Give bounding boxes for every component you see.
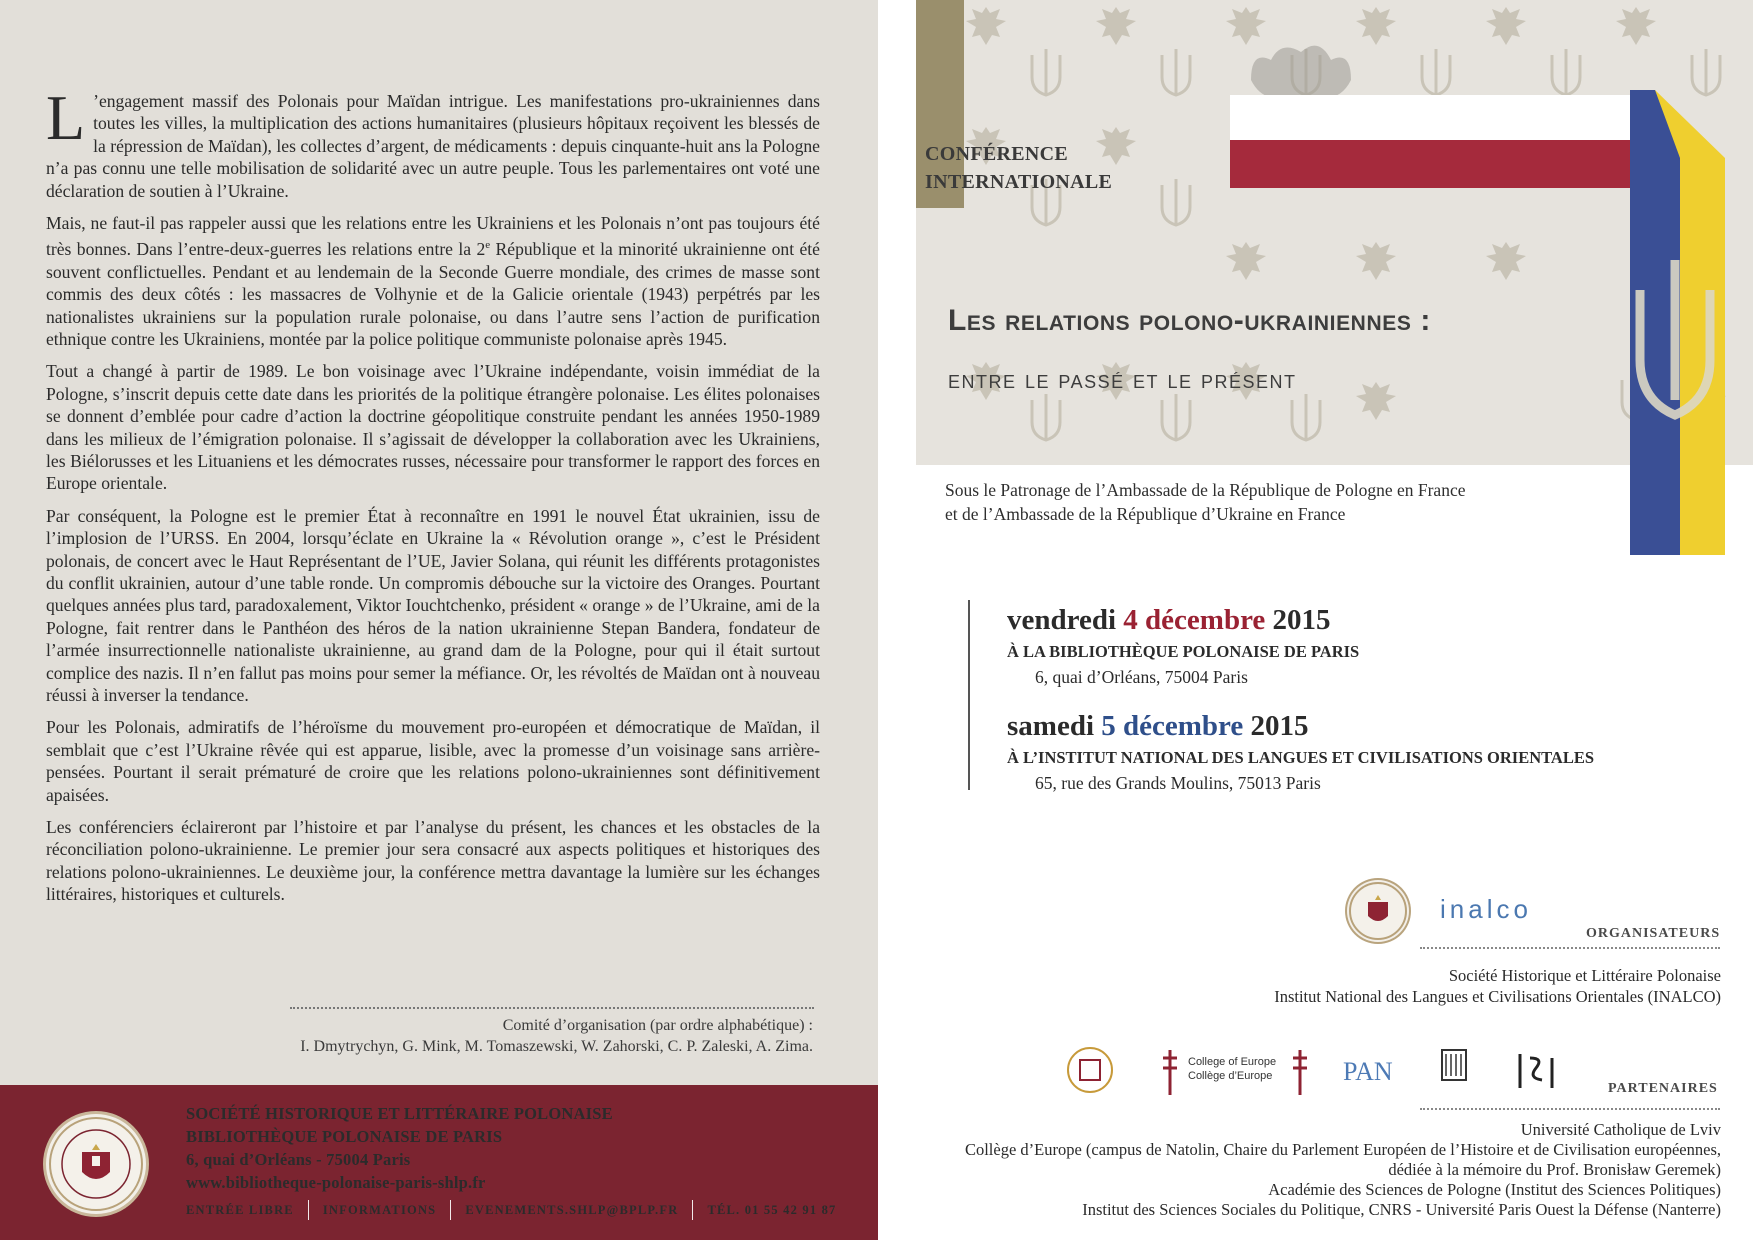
partners-divider [1420, 1108, 1720, 1110]
date-day1-address: 6, quai d’Orléans, 75004 Paris [1035, 667, 1248, 687]
patronage-text [945, 478, 1466, 526]
drop-cap: L [46, 82, 86, 153]
conference-subtitle: entre le passé et le présent [948, 366, 1297, 394]
inalco-logo: inalco [1440, 894, 1532, 924]
date-day1-venue: À LA BIBLIOTHÈQUE POLONAISE DE PARIS [1007, 642, 1360, 661]
conference-label-line1: CONFÉRENCE [925, 143, 1069, 165]
organiser-item: Société Historique et Littéraire Polonaise [1448, 966, 1721, 985]
conference-label [925, 140, 1112, 196]
patronage-line2: et de l’Ambassade de la République d’Ukraine en France [945, 504, 1346, 524]
partners-logos [1060, 1040, 1580, 1100]
footer-website-link[interactable]: www.bibliotheque-polonaise-paris-shlp.fr [186, 1173, 486, 1192]
footer-informations: INFORMATIONS [322, 1202, 437, 1217]
intro-paragraph-5: Pour les Polonais, admiratifs de l’héroïsme du mouvement pro-européen et démocratique de Maïdan, il semblait que c’est l’Ukraine rêvée qui est apparue, lisible, avec la promesse d’un voisinage sans arrière-pensées. Pourtant il serait prématuré de croire que les relations polono-ukrainiennes sont définitivement apaisées. [46, 717, 820, 805]
footer-links [186, 1200, 837, 1220]
society-seal-icon [46, 1114, 146, 1214]
intro-paragraph-6: Les conférenciers éclaireront par l’histoire et par l’analyse du présent, les chances et les obstacles de la réconciliation polono-ukrainienne. Le premier jour sera consacré aux aspects politiques et historiques des relations polono-ukrainiennes. Le deuxième jour, la conférence mettra davantage la lumière sur les échanges littéraires, historiques et culturels. [46, 817, 820, 905]
footer-address [186, 1102, 613, 1194]
isp-logo-icon [1520, 1054, 1552, 1088]
footer-street: 6, quai d’Orléans - 75004 Paris [186, 1150, 411, 1169]
dates-accent-bar [968, 600, 970, 790]
organisers-list [1274, 965, 1721, 1007]
society-seal-icon [1347, 880, 1409, 942]
committee-divider [290, 1007, 814, 1009]
partners-label: PARTENAIRES [1608, 1081, 1718, 1096]
date-day2-date: 5 décembre [1101, 710, 1244, 742]
footer-separator [450, 1200, 451, 1220]
coe-text-fr: Collège d’Europe [1188, 1070, 1273, 1082]
footer-separator [308, 1200, 309, 1220]
partner-item: Académie des Sciences de Pologne (Institut des Sciences Politiques) [1268, 1180, 1721, 1199]
conference-title: Les relations polono-ukrainiennes : [948, 304, 1431, 337]
partner-item: Collège d’Europe (campus de Natolin, Chaire du Parlement Européen de l’Histoire et de Civilisation européennes, dédiée à la mémoire du Prof. Bronisław Geremek) [964, 1140, 1721, 1179]
intro-paragraph-3: Tout a changé à partir de 1989. Le bon voisinage avec l’Ukraine indépendante, voisin immédiat de la Pologne, s’inscrit depuis cette date dans les priorités de la politique étrangère polonaise. Les élites polonaises se donnent d’emblée pour cadre d’action la doctrine géopolitique construite pendant les années 1950-1989 dans les milieux de l’émigration polonaise. Il s’agissait de développer la collaboration avec les Ukrainiens, les Biélorusses et les Lituaniens et les démocrates russes, nécessaire pour transformer le rapport des forces en Europe orientale. [46, 361, 820, 494]
footer-phone: TÉL. 01 55 42 91 87 [707, 1202, 837, 1217]
footer-library-name: BIBLIOTHÈQUE POLONAISE DE PARIS [186, 1127, 503, 1146]
lviv-university-logo-icon [1068, 1048, 1112, 1092]
date-day1-heading: vendredi 4 décembre 2015 [1007, 604, 1331, 636]
date-block-day2 [1007, 709, 1594, 795]
footer-email-link[interactable]: EVENEMENTS.SHLP@BPLP.FR [465, 1202, 679, 1217]
partner-item: Université Catholique de Lviv [1520, 1120, 1721, 1139]
conference-label-line2: INTERNATIONALE [925, 171, 1113, 193]
committee-label: Comité d’organisation (par ordre alphabétique) : [502, 1017, 813, 1034]
committee-names: I. Dmytrychyn, G. Mink, M. Tomaszewski, W. Zahorski, C. P. Zaleski, A. Zima. [300, 1038, 813, 1055]
patronage-line1: Sous le Patronage de l’Ambassade de la République de Pologne en France [945, 480, 1466, 500]
intro-paragraph-2: Mais, ne faut-il pas rappeler aussi que les relations entre les Ukrainiens et les Polonais n’ont pas toujours été très bonnes. Dans l’entre-deux-guerres les relations entre la 2e République et la minorité ukrainienne ont été souvent conflictuelles. Pendant et au lendemain de la Seconde Guerre mondiale, des crimes de masse sont commis des deux côtés : les massacres de Volhynie et de la Galicie orientale (1943) perpétrés par les nationalistes ukrainiens sur la population rurale polonaise, ou dans l’autre sens l’action de purification ethnique contre les Ukrainiens, montée par la police politique communiste polonaise après 1945. [46, 213, 820, 349]
footer-society-name: SOCIÉTÉ HISTORIQUE ET LITTÉRAIRE POLONAISE [186, 1104, 613, 1123]
organiser-item: Institut National des Langues et Civilisations Orientales (INALCO) [1274, 987, 1721, 1006]
footer-separator [692, 1200, 693, 1220]
date-day2-heading: samedi 5 décembre 2015 [1007, 710, 1309, 742]
intro-text [46, 82, 820, 916]
organising-committee [253, 1015, 813, 1057]
partner-item: Institut des Sciences Sociales du Politique, CNRS - Université Paris Ouest la Défense (Nanterre) [1082, 1200, 1721, 1219]
date-day1-date: 4 décembre [1123, 604, 1266, 636]
footer-entry-free: ENTRÉE LIBRE [186, 1202, 294, 1217]
date-block-day1 [1007, 603, 1359, 689]
partners-list [961, 1120, 1721, 1220]
pan-logo: PAN [1343, 1057, 1393, 1086]
organisers-label: ORGANISATEURS [1586, 926, 1721, 941]
coe-text-en: College of Europe [1188, 1056, 1277, 1068]
pan-paris-logo-icon [1442, 1050, 1466, 1080]
date-day2-address: 65, rue des Grands Moulins, 75013 Paris [1035, 773, 1321, 793]
organisers-divider [1420, 947, 1720, 949]
intro-paragraph-4: Par conséquent, la Pologne est le premier État à reconnaître en 1991 le nouvel État ukrainien, issu de l’implosion de l’URSS. En 2004, lorsqu’éclate en Ukraine la « Révolution orange », c’est le Président polonais, de concert avec le Haut Représentant de l’UE, Javier Solana, qui réunit les différents protagonistes du conflit ukrainien, autour d’une table ronde. Un compromis débouche sur la victoire des Oranges. Pourtant quelques années plus tard, paradoxalement, Viktor Iouchtchenko, président « orange » de l’Ukraine, ami de la Pologne, fait rentrer dans le Panthéon des héros de la nation ukrainienne Stepan Bandera, fondateur de l’armée insurrectionnelle nationaliste ukrainienne, au grand dam de la Pologne, pour qui il était surtout complice des nazis. Il n’en fallut pas moins pour semer la méfiance. Or, les révoltés de Maïdan ont à nouveau réussi à inverser la tendance. [46, 505, 820, 706]
intro-paragraph-1: L ’engagement massif des Polonais pour Maïdan intrigue. Les manifestations pro-ukrainiennes dans toutes les villes, la multiplication des actions humanitaires (plusieurs hôpitaux reçoivent les blessés de la répression de Maïdan), les collectes d’argent, de médicaments : depuis cinquante-huit ans la Pologne n’a pas connu une telle mobilisation de solidarité avec un autre peuple. Tous les parlementaires ont voté une déclaration de soutien à l’Ukraine. [46, 82, 820, 201]
date-day2-venue: À L’INSTITUT NATIONAL DES LANGUES ET CIVILISATIONS ORIENTALES [1007, 748, 1595, 767]
